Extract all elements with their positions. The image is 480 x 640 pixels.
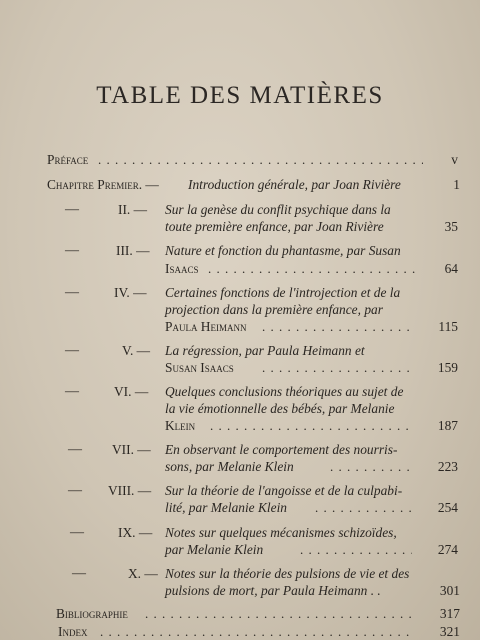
leader-dots xyxy=(315,500,413,516)
leader-dots xyxy=(208,261,418,277)
toc-line-8b: lité, par Melanie Klein xyxy=(165,500,287,515)
toc-page-index: 321 xyxy=(439,624,460,639)
toc-line-3a: Nature et fonction du phantasme, par Susan xyxy=(165,243,401,258)
toc-line-6a: Quelques conclusions théoriques au sujet de xyxy=(165,384,404,399)
toc-line-7b: sons, par Melanie Klein xyxy=(165,459,294,474)
toc-label-bibliographie: Bibliographie xyxy=(56,606,128,621)
toc-page-preface: v xyxy=(451,152,458,167)
toc-line-2a: Sur la genèse du conflit psychique dans la xyxy=(165,202,391,217)
toc-page-5: 159 xyxy=(437,360,458,375)
toc-page-10: 301 xyxy=(439,583,460,598)
toc-line-5b: Susan Isaacs xyxy=(165,360,234,375)
toc-line-4c: Paula Heimann xyxy=(165,319,247,334)
dash-mark: — xyxy=(65,243,79,258)
toc-num-8: VIII. — xyxy=(108,483,152,498)
toc-line-4a: Certaines fonctions de l'introjection et de la xyxy=(165,285,401,300)
leader-dots xyxy=(100,624,412,640)
toc-num-9: IX. — xyxy=(118,525,153,540)
toc-line-6b: la vie émotionnelle des bébés, par Melanie xyxy=(165,401,395,416)
toc-label-chapter-1: Chapitre Premier. — xyxy=(47,177,159,192)
toc-num-6: VI. — xyxy=(114,384,149,399)
dash-mark: — xyxy=(68,483,82,498)
leader-dots xyxy=(300,542,412,558)
toc-line-9a: Notes sur quelques mécanismes schizoïdes, xyxy=(165,525,397,540)
dash-mark: — xyxy=(65,202,79,217)
toc-line-10b: pulsions de mort, par Paula Heimann . . xyxy=(165,583,381,598)
toc-num-10: X. — xyxy=(128,566,158,581)
toc-page-6: 187 xyxy=(437,418,458,433)
page-title: TABLE DES MATIÈRES xyxy=(96,82,384,109)
toc-line-3b: Isaacs xyxy=(165,261,199,276)
leader-dots xyxy=(210,418,410,434)
toc-line-10a: Notes sur la théorie des pulsions de vie et des xyxy=(165,566,410,581)
toc-line-9b: par Melanie Klein xyxy=(165,542,264,557)
toc-page-8: 254 xyxy=(437,500,458,515)
leader-dots xyxy=(330,459,412,475)
toc-page-bibliographie: 317 xyxy=(439,606,460,621)
leader-dots xyxy=(262,319,412,335)
toc-num-7: VII. — xyxy=(112,442,151,457)
toc-page-9: 274 xyxy=(437,542,458,557)
toc-num-4: IV. — xyxy=(114,285,147,300)
dash-mark: — xyxy=(72,566,86,581)
leader-dots xyxy=(145,606,413,622)
toc-num-2: II. — xyxy=(118,202,148,217)
toc-label-preface: Préface xyxy=(47,152,89,167)
toc-page-4: 115 xyxy=(438,319,458,334)
dash-mark: — xyxy=(65,285,79,300)
toc-line-2b: toute première enfance, par Joan Rivière xyxy=(165,219,384,234)
toc-line-7a: En observant le comportement des nourris- xyxy=(165,442,398,457)
toc-line-4b: projection dans la première enfance, par xyxy=(165,302,383,317)
dash-mark: — xyxy=(65,343,79,358)
toc-page-2: 35 xyxy=(444,219,458,234)
toc-line-6c: Klein xyxy=(165,418,196,433)
toc-num-5: V. — xyxy=(122,343,151,358)
dash-mark: — xyxy=(70,525,84,540)
toc-page-chapter-1: 1 xyxy=(453,177,460,192)
toc-page-7: 223 xyxy=(437,459,458,474)
toc-page-3: 64 xyxy=(444,261,458,276)
toc-text-chapter-1: Introduction générale, par Joan Rivière xyxy=(188,177,401,192)
toc-line-5a: La régression, par Paula Heimann et xyxy=(165,343,365,358)
leader-dots xyxy=(98,152,423,168)
dash-mark: — xyxy=(65,384,79,399)
toc-num-3: III. — xyxy=(116,243,150,258)
toc-line-8a: Sur la théorie de l'angoisse et de la culpabi- xyxy=(165,483,403,498)
toc-label-index: Index xyxy=(58,624,88,639)
dash-mark: — xyxy=(68,442,82,457)
leader-dots xyxy=(262,360,412,376)
